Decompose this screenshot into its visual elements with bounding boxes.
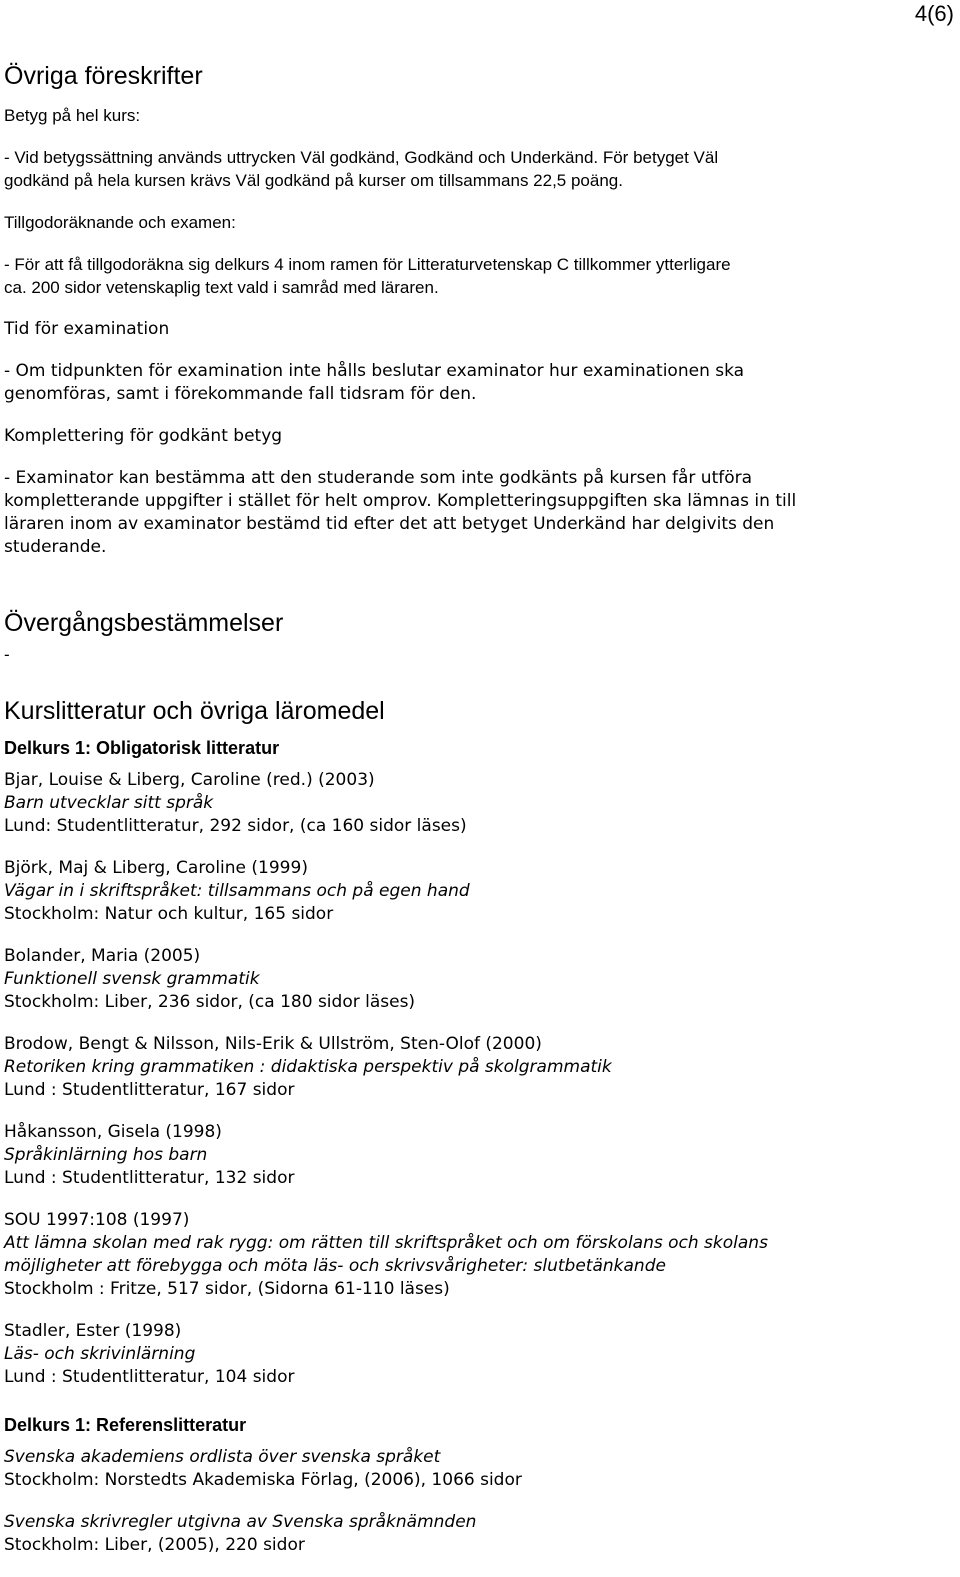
- completion-title: Komplettering för godkänt betyg: [4, 426, 283, 446]
- reference-entry: [4, 945, 954, 1014]
- reference-authors: Stadler, Ester (1998): [4, 1321, 182, 1341]
- grading-title: Betyg på hel kurs:: [4, 106, 141, 125]
- grading-text-line: - Vid betygssättning används uttrycken Väl godkänd, Godkänd och Underkänd. För betyget Väl: [4, 148, 719, 167]
- time-text-line: genomföras, samt i förekommande fall tidsram för den.: [4, 384, 477, 404]
- reference-entry: [4, 1033, 954, 1102]
- reference-entry: [4, 1511, 954, 1557]
- obligatorisk-heading: Delkurs 1: Obligatorisk litteratur: [4, 738, 280, 758]
- reference-publisher: Lund: Studentlitteratur, 292 sidor, (ca 160 sidor läses): [4, 816, 467, 836]
- overgang-text: -: [4, 645, 10, 664]
- reference-publisher: Stockholm: Norstedts Akademiska Förlag, (2006), 1066 sidor: [4, 1470, 522, 1490]
- reference-title: Att lämna skolan med rak rygg: om rätten till skriftspråket och om förskolans och skolans: [4, 1233, 768, 1253]
- referens-list: [4, 1446, 954, 1557]
- section-heading-overgang: Övergångsbestämmelser: [4, 609, 284, 637]
- reference-authors: Håkansson, Gisela (1998): [4, 1122, 222, 1142]
- obligatorisk-list: [4, 769, 954, 1389]
- reference-title: Funktionell svensk grammatik: [4, 969, 260, 989]
- completion-text-line: - Examinator kan bestämma att den studerande som inte godkänts på kursen får utföra: [4, 468, 753, 488]
- reference-title: Barn utvecklar sitt språk: [4, 793, 214, 813]
- reference-publisher: Stockholm: Natur och kultur, 165 sidor: [4, 904, 334, 924]
- completion-text-line: läraren inom av examinator bestämd tid efter det att betyget Underkänd har delgivits den: [4, 514, 775, 534]
- reference-authors: Björk, Maj & Liberg, Caroline (1999): [4, 858, 308, 878]
- reference-publisher: Lund : Studentlitteratur, 132 sidor: [4, 1168, 295, 1188]
- reference-publisher: Stockholm: Liber, 236 sidor, (ca 180 sidor läses): [4, 992, 416, 1012]
- time-title: Tid för examination: [4, 319, 170, 339]
- document-body: [4, 60, 954, 1557]
- reference-title: Språkinlärning hos barn: [4, 1145, 208, 1165]
- reference-entry: [4, 1209, 954, 1301]
- reference-title: Svenska skrivregler utgivna av Svenska språknämnden: [4, 1512, 477, 1532]
- reference-title: Läs- och skrivinlärning: [4, 1344, 196, 1364]
- reference-authors: Bjar, Louise & Liberg, Caroline (red.) (2003): [4, 770, 375, 790]
- referens-heading: Delkurs 1: Referenslitteratur: [4, 1415, 247, 1435]
- credit-text-line: ca. 200 sidor vetenskaplig text vald i samråd med läraren.: [4, 278, 439, 297]
- reference-publisher: Stockholm : Fritze, 517 sidor, (Sidorna 61-110 läses): [4, 1279, 450, 1299]
- reference-entry: [4, 857, 954, 926]
- completion-text-line: studerande.: [4, 537, 107, 557]
- reference-entry: [4, 1320, 954, 1389]
- section-heading-litteratur: Kurslitteratur och övriga läromedel: [4, 697, 385, 725]
- completion-text-line: kompletterande uppgifter i stället för helt omprov. Kompletteringsuppgiften ska lämnas in till: [4, 491, 797, 511]
- section-heading-ovriga: Övriga föreskrifter: [4, 62, 203, 90]
- reference-title-continued: möjligheter att förebygga och möta läs- och skrivsvårigheter: slutbetänkande: [4, 1256, 666, 1276]
- reference-authors: SOU 1997:108 (1997): [4, 1210, 190, 1230]
- reference-authors: Brodow, Bengt & Nilsson, Nils-Erik & Ullström, Sten-Olof (2000): [4, 1034, 542, 1054]
- time-text-line: - Om tidpunkten för examination inte hålls beslutar examinator hur examinationen ska: [4, 361, 745, 381]
- reference-entry: [4, 769, 954, 838]
- credit-title: Tillgodoräknande och examen:: [4, 213, 236, 232]
- page-number: 4(6): [914, 1, 954, 26]
- reference-authors: Bolander, Maria (2005): [4, 946, 201, 966]
- credit-text-line: - För att få tillgodoräkna sig delkurs 4 inom ramen för Litteraturvetenskap C tillkommer ytterligare: [4, 255, 731, 274]
- reference-title: Vägar in i skriftspråket: tillsammans och på egen hand: [4, 881, 470, 901]
- reference-publisher: Stockholm: Liber, (2005), 220 sidor: [4, 1535, 305, 1555]
- reference-entry: [4, 1446, 954, 1492]
- reference-publisher: Lund : Studentlitteratur, 167 sidor: [4, 1080, 295, 1100]
- grading-text-line: godkänd på hela kursen krävs Väl godkänd på kurser om tillsammans 22,5 poäng.: [4, 171, 623, 190]
- reference-entry: [4, 1121, 954, 1190]
- reference-title: Retoriken kring grammatiken : didaktiska perspektiv på skolgrammatik: [4, 1057, 612, 1077]
- reference-title: Svenska akademiens ordlista över svenska språket: [4, 1447, 441, 1467]
- reference-publisher: Lund : Studentlitteratur, 104 sidor: [4, 1367, 295, 1387]
